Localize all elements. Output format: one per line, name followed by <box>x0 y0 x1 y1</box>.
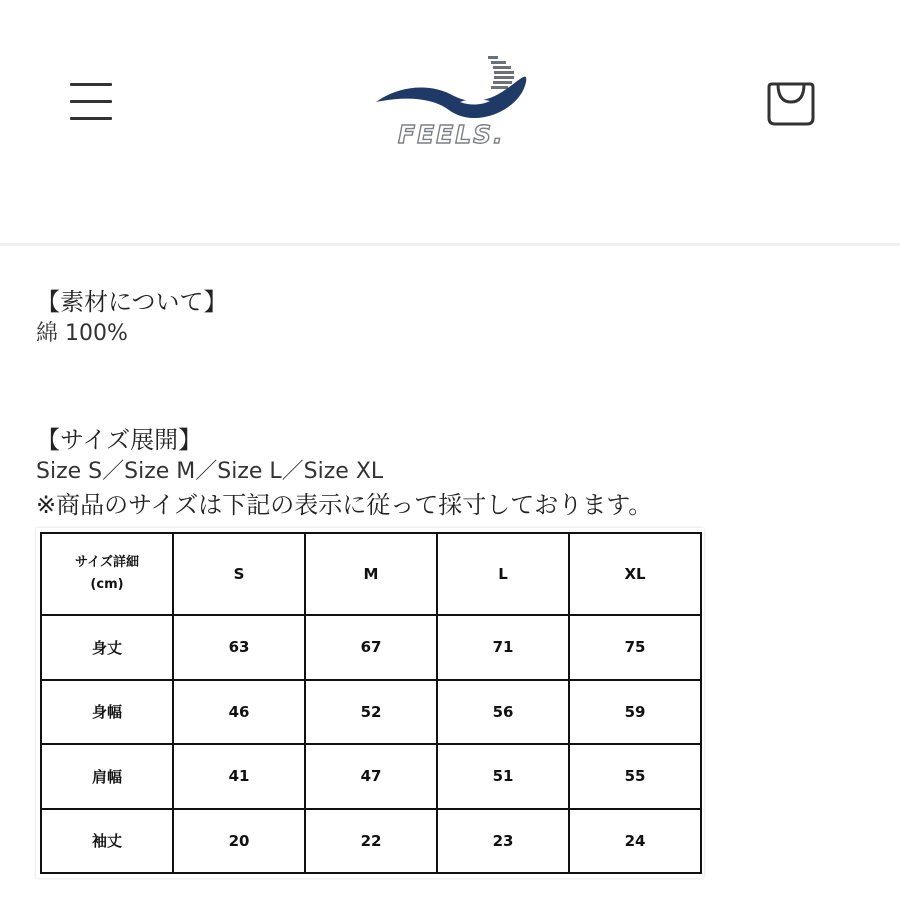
material-heading: 【素材について】 <box>36 288 228 316</box>
table-cell: 47 <box>305 744 437 809</box>
table-row <box>41 615 701 680</box>
material-value: 綿 100% <box>36 321 128 346</box>
bag-icon-graphic <box>764 78 818 128</box>
table-cell: 41 <box>173 744 305 809</box>
row-label: 身幅 <box>41 680 173 745</box>
corner-label: サイズ詳細 <box>75 555 139 570</box>
column-header-s: S <box>173 533 305 615</box>
menu-line <box>70 117 112 120</box>
hamburger-menu-icon[interactable] <box>66 80 116 124</box>
shopping-bag-icon[interactable] <box>764 78 818 128</box>
table-cell: 56 <box>437 680 569 745</box>
column-header-l: L <box>437 533 569 615</box>
brand-logo[interactable] <box>370 52 540 162</box>
table-cell: 75 <box>569 615 701 680</box>
table-cell: 59 <box>569 680 701 745</box>
table-cell: 51 <box>437 744 569 809</box>
size-heading: 【サイズ展開】 <box>36 426 203 454</box>
table-cell: 24 <box>569 809 701 874</box>
size-table-container <box>36 528 704 878</box>
table-cell: 22 <box>305 809 437 874</box>
table-cell: 55 <box>569 744 701 809</box>
menu-line <box>70 83 112 86</box>
table-row <box>41 744 701 809</box>
row-label: 袖丈 <box>41 809 173 874</box>
table-header-row <box>41 533 701 615</box>
table-cell: 63 <box>173 615 305 680</box>
table-cell: 20 <box>173 809 305 874</box>
bird-logo-icon <box>370 52 540 122</box>
corner-header-cell <box>41 533 173 615</box>
table-cell: 23 <box>437 809 569 874</box>
size-table <box>40 532 702 874</box>
column-header-xl: XL <box>569 533 701 615</box>
row-label: 肩幅 <box>41 744 173 809</box>
table-cell: 67 <box>305 615 437 680</box>
menu-line <box>70 100 112 103</box>
table-cell: 52 <box>305 680 437 745</box>
material-section <box>36 285 228 349</box>
row-label: 身丈 <box>41 615 173 680</box>
column-header-m: M <box>305 533 437 615</box>
measurement-note: ※商品のサイズは下記の表示に従って採寸しております。 <box>36 491 653 519</box>
header-divider <box>0 243 900 246</box>
table-cell: 46 <box>173 680 305 745</box>
corner-unit: (cm) <box>90 577 124 592</box>
table-cell: 71 <box>437 615 569 680</box>
size-section <box>36 423 652 523</box>
table-row <box>41 809 701 874</box>
table-row <box>41 680 701 745</box>
brand-name: FEELS. <box>398 120 505 149</box>
site-header <box>0 0 900 244</box>
available-sizes: Size S／Size M／Size L／Size XL <box>36 459 384 484</box>
